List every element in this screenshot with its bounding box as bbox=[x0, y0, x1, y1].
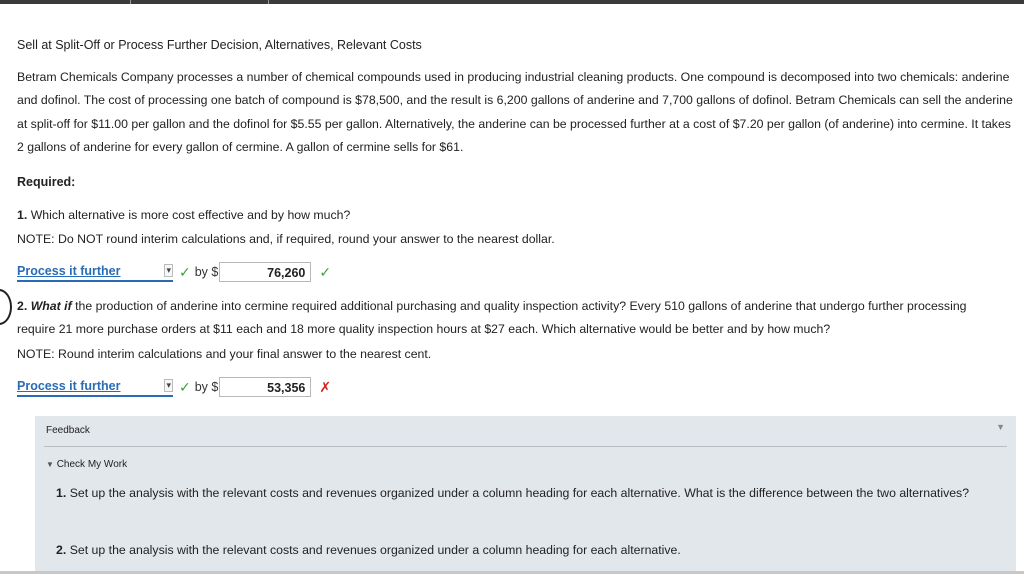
question-2-text: the production of anderine into cermine required additional purchasing and quality inspection activity? Every 510 gallons of anderine that undergo further processing require 21 more purchase orders at $11 each and 18 more quality inspection hours at $27 each. Which alternative would be better and by how much? bbox=[17, 299, 967, 337]
feedback-title: Feedback bbox=[46, 425, 90, 436]
question-2 bbox=[17, 295, 1007, 342]
question-2-selected-value: Process it further bbox=[17, 379, 121, 393]
problem-text: Betram Chemicals Company processes a number of chemical compounds used in producing industrial cleaning products. One compound is decomposed into two chemicals: anderine and dofinol. The cost of processing one batch of compound is $78,500, and the result is 6,200 gallons of anderine and 7,700 gallons of dofinol. Betram Chemicals can sell the anderine at split-off for $11.00 per gallon and the dofinol for $5.55 per gallon. Alternatively, the anderine can be processed further at a cost of $7.20 per gallon (of anderine) into cermine. It takes 2 gallons of anderine for every gallon of cermine. A gallon of cermine sells for $61. bbox=[17, 70, 1013, 155]
triangle-down-icon: ▼ bbox=[46, 460, 54, 469]
top-tab-bar bbox=[0, 0, 1024, 4]
feedback-item-2-text: Set up the analysis with the relevant costs and revenues organized under a column heading for each alternative. bbox=[69, 543, 681, 557]
tab-separator bbox=[130, 0, 131, 4]
feedback-item-2 bbox=[56, 539, 986, 562]
chevron-down-icon[interactable]: ▾ bbox=[166, 380, 171, 390]
question-2-number: 2. bbox=[17, 299, 28, 313]
x-icon: ✗ bbox=[319, 378, 332, 395]
chevron-down-icon[interactable]: ▾ bbox=[166, 265, 171, 275]
triangle-down-icon[interactable]: ▼ bbox=[996, 422, 1005, 432]
question-2-amount-input[interactable]: 53,356 bbox=[219, 377, 311, 397]
problem-title: Sell at Split-Off or Process Further Decision, Alternatives, Relevant Costs bbox=[17, 38, 422, 52]
check-my-work-toggle[interactable] bbox=[46, 459, 127, 470]
question-1-by-label: by $ bbox=[194, 265, 219, 279]
checkmark-icon: ✓ bbox=[179, 378, 191, 395]
question-1-answer-row bbox=[17, 261, 331, 283]
feedback-panel bbox=[35, 416, 1016, 574]
question-1-alternative-select[interactable] bbox=[17, 262, 173, 282]
checkmark-icon: ✓ bbox=[179, 263, 191, 280]
feedback-item-1-text: Set up the analysis with the relevant costs and revenues organized under a column heading for each alternative. What is the difference between the two alternatives? bbox=[69, 486, 970, 500]
question-1 bbox=[17, 204, 1007, 227]
question-1-number: 1. bbox=[17, 208, 28, 222]
feedback-item-2-number: 2. bbox=[56, 543, 67, 557]
feedback-item-1-number: 1. bbox=[56, 486, 67, 500]
question-1-selected-value: Process it further bbox=[17, 264, 121, 278]
check-my-work-label: Check My Work bbox=[56, 459, 128, 470]
active-question-marker bbox=[0, 289, 12, 325]
feedback-divider bbox=[44, 446, 1007, 447]
question-2-emphasis: What if bbox=[30, 299, 72, 313]
tab-separator bbox=[268, 0, 269, 4]
question-1-amount-input[interactable]: 76,260 bbox=[219, 262, 311, 282]
checkmark-icon: ✓ bbox=[319, 263, 332, 280]
question-1-note: NOTE: Do NOT round interim calculations and, if required, round your answer to the nearest dollar. bbox=[17, 232, 555, 246]
feedback-item-1 bbox=[56, 482, 986, 505]
required-heading: Required: bbox=[17, 175, 76, 189]
question-2-by-label: by $ bbox=[194, 380, 219, 394]
question-2-alternative-select[interactable] bbox=[17, 377, 173, 397]
question-2-answer-row bbox=[17, 376, 331, 398]
question-1-text: Which alternative is more cost effective and by how much? bbox=[30, 208, 351, 222]
question-2-note: NOTE: Round interim calculations and your final answer to the nearest cent. bbox=[17, 347, 432, 361]
